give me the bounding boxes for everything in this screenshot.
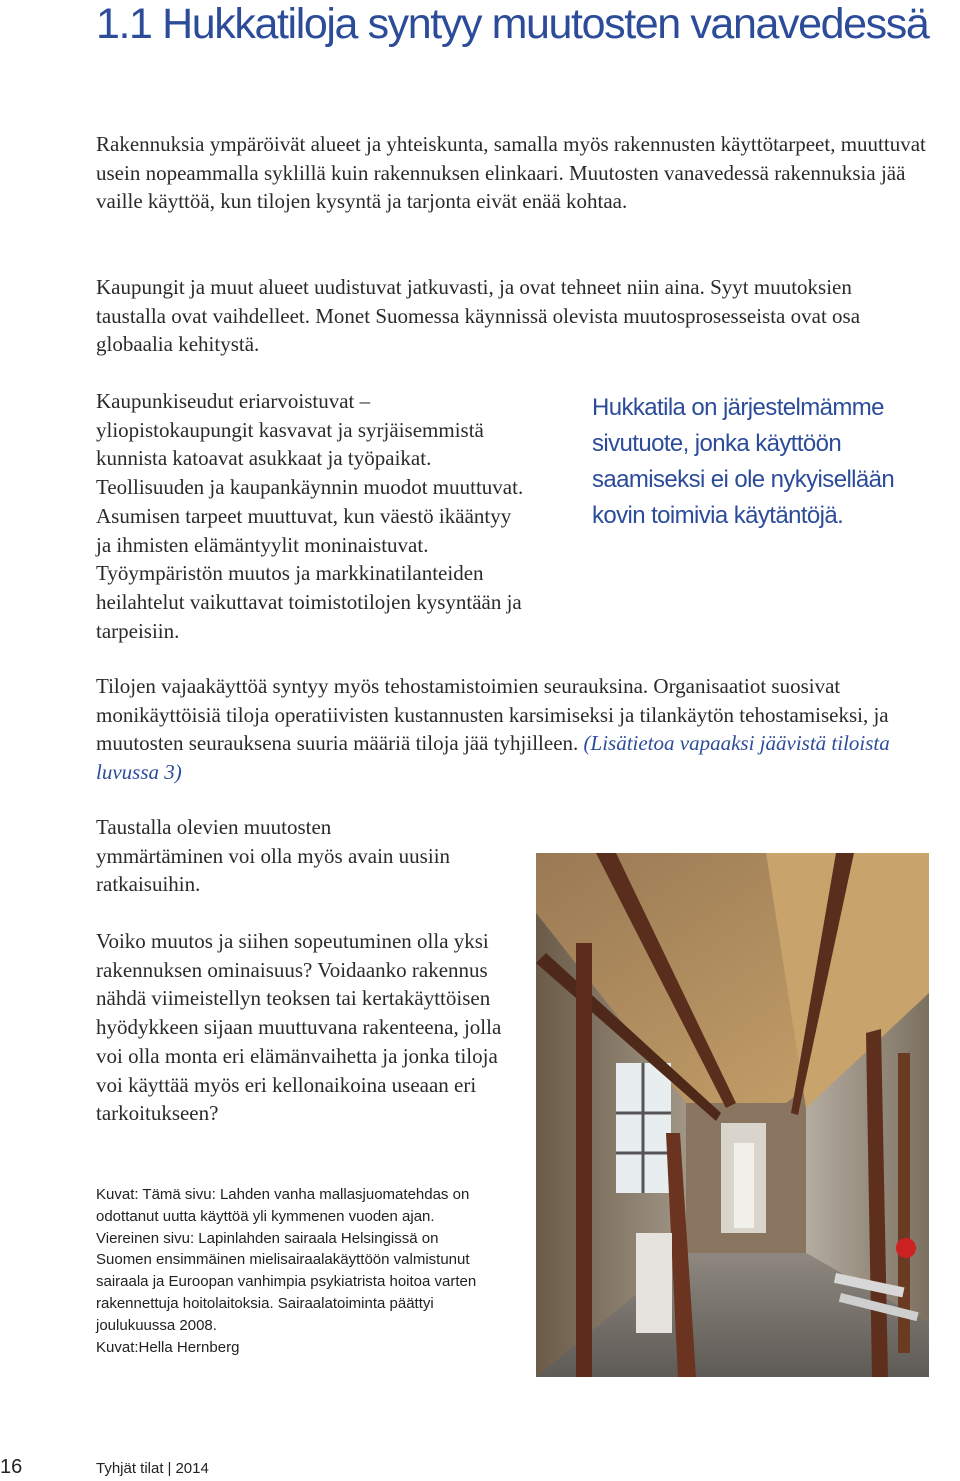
footer-separator: | bbox=[167, 1460, 172, 1477]
caption-credit: Kuvat:Hella Hernberg bbox=[96, 1338, 240, 1356]
paragraph-cities: Kaupungit ja muut alueet uudistuvat jatkuvasti, ja ovat tehneet niin aina. Syyt muutoksien taustalla ovat vaihdelleet. Monet Suomessa käynnissä olevista muutosprosesseista ovat osa globaalia kehitystä. bbox=[96, 275, 861, 357]
publication-name: Tyhjät tilat bbox=[96, 1460, 164, 1477]
intro-paragraph: Rakennuksia ympäröivät alueet ja yhteiskunta, samalla myös rakennusten käyttötarpeet, muuttuvat usein nopeammalla syklillä kuin rakennuksen elinkaari. Muutosten vanavedessä rakennuksia jää vaille käyttöä, kun tilojen kysyntä ja tarjonta eivät enää kohtaa. bbox=[96, 132, 926, 214]
paragraph-question: Voiko muutos ja siihen sopeutuminen olla yksi rakennuksen ominaisuus? Voidaanko rakennus nähdä viimeistellyn teoksen tai kertakäyttöisen hyödykkeen sijaan muuttuvana rakenteena, jolla voi olla monta eri elämänvaihetta ja jonka tiloja voi käyttää myös eri kellonaikoina useaan eri tarkoitukseen? bbox=[96, 929, 502, 1126]
photo-caption bbox=[96, 1184, 496, 1358]
caption-this-page: Kuvat: Tämä sivu: Lahden vanha mallasjuomatehdas on odottanut uutta käyttöä yli kymmenen vuoden ajan. bbox=[96, 1186, 470, 1225]
footer-publication bbox=[96, 1460, 209, 1477]
paragraph-understanding: Taustalla olevien muutosten ymmärtäminen voi olla myös avain uusiin ratkaisuihin. bbox=[96, 815, 451, 897]
interior-illustration bbox=[536, 853, 929, 1377]
publication-year: 2014 bbox=[175, 1460, 209, 1477]
more-info-link[interactable]: (Lisätietoa vapaaksi jäävistä tiloista luvussa 3) bbox=[96, 731, 890, 785]
pullquote: Hukkatila on järjestelmämme sivutuote, jonka käyttöön saamiseksi ei ole nykyisellään kovin toimivia käytäntöjä. bbox=[592, 394, 895, 529]
page-title: 1.1 Hukkatiloja syntyy muutosten vanavedessä bbox=[96, 0, 929, 48]
page-number: 16 bbox=[0, 1456, 23, 1478]
paragraph-regions: Kaupunkiseudut eriarvoistuvat – yliopistokaupungit kasvavat ja syrjäisemmistä kunnista katoavat asukkaat ja työpaikat. Teollisuuden ja kaupankäynnin muodot muuttuvat. Asumisen tarpeet muuttuvat, kun väestö ikääntyy ja ihmisten elämäntyylit moninaistuvat. Työympäristön muutos ja markkinatilanteiden heilahtelut vaikuttavat toimistotilojen kysyntään ja tarpeisiin. bbox=[96, 389, 524, 643]
building-interior-photo bbox=[536, 853, 929, 1377]
caption-adjacent-page: Viereinen sivu: Lapinlahden sairaala Helsingissä on Suomen ensimmäinen mielisairaalakäyttöön valmistunut sairaala ja Euroopan vanhimpia psykiatrista hoitoa varten rakennettuja hoitolaitoksia. Sairaalatoiminta päättyi joulukuussa 2008. bbox=[96, 1229, 477, 1334]
paragraph-underuse bbox=[96, 672, 926, 787]
paragraph-underuse-text: Tilojen vajaakäyttöä syntyy myös tehostamistoimien seurauksina. Organisaatiot suosivat monikäyttöisiä tiloja operatiivisten kustannusten karsimiseksi ja tilankäytön tehostamiseksi, ja muutosten seurauksena suuria määriä tiloja jää tyhjilleen. bbox=[96, 674, 889, 756]
